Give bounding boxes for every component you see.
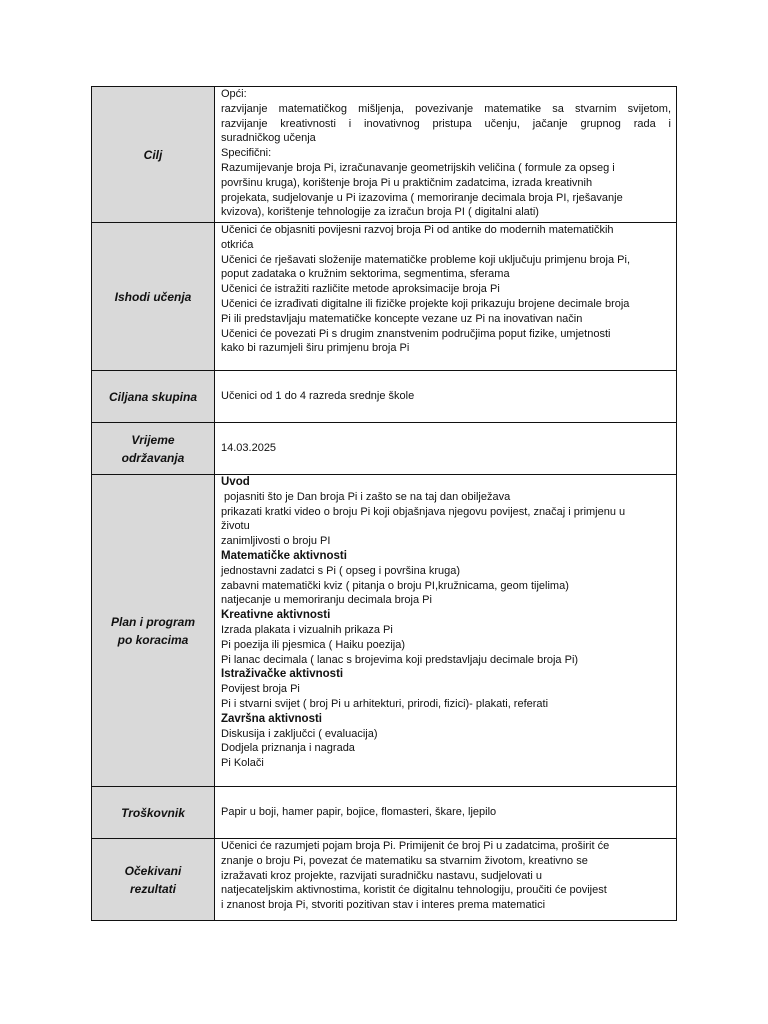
ishodi-line: kako bi razumjeli širu primjenu broja Pi — [221, 342, 410, 355]
row-plan — [92, 475, 677, 787]
section-heading-istrazivacke: Istraživačke aktivnosti — [221, 668, 344, 681]
cilj-line: kvizova), korištenje tehnologije za izračun broja PI ( digitalni alati) — [221, 206, 539, 219]
cilj-line: projekata, sudjelovanje u Pi izazovima ( memoriranje decimala broja PI, rješavanje — [221, 191, 623, 204]
plan-item: Dodjela priznanja i nagrada — [221, 742, 355, 755]
plan-item: Pi poezija ili pjesmica ( Haiku poezija) — [221, 638, 406, 651]
plan-item: jednostavni zadatci s Pi ( opseg i površina kruga) — [221, 564, 461, 577]
label-rezultati — [92, 839, 215, 921]
plan-item: Izrada plakata i vizualnih prikaza Pi — [221, 623, 393, 636]
label-vrijeme — [92, 423, 215, 475]
label-ishodi: Ishodi učenja — [92, 223, 215, 371]
ishodi-line: Učenici će objasniti povijesni razvoj broja Pi od antike do modernih matematičkih — [221, 224, 614, 236]
cilj-line: Razumijevanje broja Pi, izračunavanje geometrijskih veličina ( formule za opseg i — [221, 161, 615, 174]
cilj-line: suradničkog učenja — [221, 132, 316, 145]
plan-label-line: po koracima — [117, 632, 189, 647]
label-plan — [92, 475, 215, 787]
vrijeme-label-line: Vrijeme — [131, 432, 175, 447]
row-ishodi — [92, 223, 677, 371]
value-skupina — [215, 371, 677, 423]
plan-item: zanimljivosti o broju PI — [221, 535, 331, 548]
cilj-line: površinu kruga), korištenje broja Pi u praktičnim zadatcima, izrada kreativnih — [221, 176, 593, 189]
rezultati-line: znanje o broju Pi, povezat će matematiku sa stvarnim životom, kreativno se — [221, 854, 588, 867]
value-vrijeme — [215, 423, 677, 475]
ishodi-line: Učenici će istražiti različite metode aproksimacije broja Pi — [221, 283, 500, 296]
rezultati-label-line: rezultati — [129, 881, 176, 896]
ishodi-line: otkrića — [221, 238, 254, 251]
plan-label-line: Plan i program — [110, 614, 196, 629]
ishodi-line: Učenici će povezati Pi s drugim znanstvenim područjima poput fizike, umjetnosti — [221, 327, 611, 340]
project-plan-table — [91, 86, 677, 921]
section-heading-matematicke: Matematičke aktivnosti — [221, 549, 347, 562]
plan-item: prikazati kratki video o broju Pi koji objašnjava njegovu povijest, značaj i primjenu u — [221, 505, 626, 518]
ishodi-line: poput zadataka o kružnim sektorima, segmentima, sferama — [221, 268, 510, 281]
skupina-text: Učenici od 1 do 4 razreda srednje škole — [221, 390, 415, 403]
row-vrijeme — [92, 423, 677, 475]
rezultati-line: izražavati kroz projekte, razvijati suradničku nastavu, sudjelovati u — [221, 869, 542, 882]
plan-item: Povijest broja Pi — [221, 683, 300, 696]
ishodi-line: Učenici će rješavati složenije matematičke probleme koji uključuju primjenu broja Pi, — [221, 253, 631, 266]
value-plan — [215, 475, 677, 787]
label-cilj: Cilj — [92, 87, 215, 223]
plan-item: životu — [221, 520, 250, 533]
vrijeme-date: 14.03.2025 — [221, 442, 277, 455]
cilj-line: razvijanje kreativnosti i inovativnog pristupa učenju, jačanje grupnog rada i — [221, 117, 671, 130]
section-heading-kreativne: Kreativne aktivnosti — [221, 609, 331, 622]
ishodi-line: Pi ili predstavljaju matematičke koncepte vezane uz Pi na inovativan način — [221, 312, 583, 325]
label-troskovnik: Troškovnik — [92, 787, 215, 839]
plan-item: Pi Kolači — [221, 757, 264, 770]
plan-item: pojasniti što je Dan broja Pi i zašto se na taj dan obilježava — [221, 490, 511, 503]
rezultati-line: natjecateljskim aktivnostima, koristit će digitalnu tehnologiju, proučiti će povijest — [221, 884, 607, 897]
label-skupina: Ciljana skupina — [92, 371, 215, 423]
cilj-line: Specifični: — [221, 147, 272, 160]
row-troskovnik — [92, 787, 677, 839]
row-rezultati — [92, 839, 677, 921]
ishodi-line: Učenici će izrađivati digitalne ili fizičke projekte koji prikazuju brojene decimale broja — [221, 297, 630, 310]
value-troskovnik — [215, 787, 677, 839]
plan-item: Pi lanac decimala ( lanac s brojevima koji predstavljaju decimale broja Pi) — [221, 653, 579, 666]
section-heading-uvod: Uvod — [221, 476, 250, 488]
rezultati-label-line: Očekivani — [124, 863, 182, 878]
value-ishodi — [215, 223, 677, 371]
troskovnik-text: Papir u boji, hamer papir, bojice, flomasteri, škare, ljepilo — [221, 806, 497, 819]
value-cilj — [215, 87, 677, 223]
plan-item: Diskusija i zaključci ( evaluacija) — [221, 727, 378, 740]
plan-item: natjecanje u memoriranju decimala broja Pi — [221, 594, 432, 607]
section-heading-zavrsna: Završna aktivnosti — [221, 712, 322, 725]
vrijeme-label-line: održavanja — [121, 450, 185, 465]
row-skupina — [92, 371, 677, 423]
plan-item: zabavni matematički kviz ( pitanja o broju PI,kružnicama, geom tijelima) — [221, 579, 569, 592]
row-cilj — [92, 87, 677, 223]
plan-item: Pi i stvarni svijet ( broj Pi u arhitekturi, prirodi, fizici)- plakati, referati — [221, 697, 549, 710]
cilj-line: razvijanje matematičkog mišljenja, povezivanje matematike sa stvarnim svijetom, — [221, 102, 671, 115]
rezultati-line: Učenici će razumjeti pojam broja Pi. Primijenit će broj Pi u zadatcima, proširit će — [221, 840, 610, 852]
cilj-line: Opći: — [221, 88, 247, 100]
value-rezultati — [215, 839, 677, 921]
rezultati-line: i znanost broja Pi, stvoriti pozitivan stav i interes prema matematici — [221, 899, 546, 912]
